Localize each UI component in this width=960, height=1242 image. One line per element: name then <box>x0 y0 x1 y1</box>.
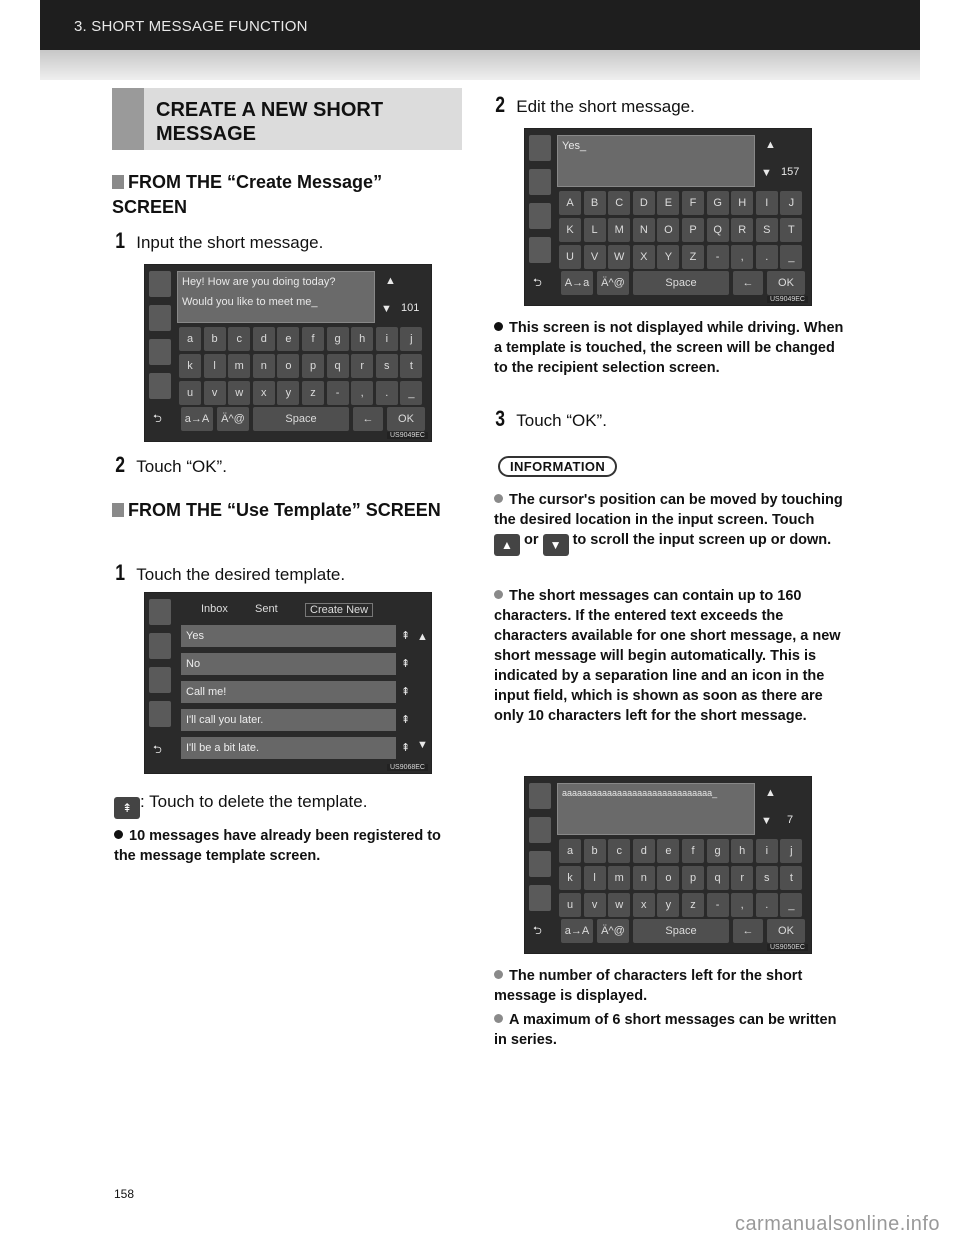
keyboard-key[interactable]: a <box>179 327 201 351</box>
step-number: 1 <box>115 560 126 585</box>
bullet-icon <box>494 970 503 979</box>
subheading-create-text: FROM THE “Create Message” SCREEN <box>112 172 383 217</box>
keyboard-key[interactable]: v <box>584 893 606 917</box>
keyboard-key[interactable]: n <box>633 866 655 890</box>
keyboard-key[interactable]: X <box>633 245 655 269</box>
keyboard-key[interactable]: F <box>682 191 704 215</box>
tab-inbox[interactable]: Inbox <box>201 603 228 615</box>
section-title: CREATE A NEW SHORT MESSAGE <box>156 99 384 145</box>
keyboard-key[interactable]: B <box>584 191 606 215</box>
keyboard-key[interactable]: P <box>682 218 704 242</box>
message-line: Yes_ <box>562 140 587 152</box>
side-icon <box>529 783 551 809</box>
keyboard-key[interactable]: h <box>351 327 373 351</box>
step-touch-template <box>114 560 345 586</box>
back-icon[interactable]: ⮌ <box>533 277 542 289</box>
keyboard-key[interactable]: O <box>657 218 679 242</box>
keyboard-key[interactable]: G <box>707 191 729 215</box>
bullet-icon <box>494 1014 503 1023</box>
bullet-icon <box>114 830 123 839</box>
delete-template-icon[interactable]: ⇞ <box>401 742 411 754</box>
info-text: The number of characters left for the short message is displayed. <box>494 968 803 1004</box>
keyboard-key[interactable]: _ <box>780 893 802 917</box>
subheading-template-text: FROM THE “Use Template” SCREEN <box>128 500 441 520</box>
keyboard-key[interactable]: e <box>277 327 299 351</box>
keyboard-key[interactable]: k <box>179 354 201 378</box>
side-icon <box>149 271 171 297</box>
subheading-create-message <box>112 170 462 220</box>
screenshot-edit-message <box>524 128 812 306</box>
keyboard-key[interactable]: R <box>731 218 753 242</box>
keyboard-key[interactable]: K <box>559 218 581 242</box>
keyboard-key[interactable]: H <box>731 191 753 215</box>
keyboard-key[interactable]: b <box>204 327 226 351</box>
page-number: 158 <box>114 1187 135 1201</box>
subheading-square-icon <box>112 175 124 189</box>
keyboard-key[interactable]: c <box>608 839 630 863</box>
step-number: 3 <box>495 406 506 431</box>
keyboard-key[interactable]: c <box>228 327 250 351</box>
scroll-down-icon[interactable]: ▼ <box>417 739 428 751</box>
subheading-use-template <box>112 498 462 523</box>
keyboard-key[interactable]: g <box>707 839 729 863</box>
step-text: Touch the desired template. <box>136 565 346 584</box>
keyboard-key[interactable]: l <box>584 866 606 890</box>
information-label: INFORMATION <box>498 456 617 477</box>
keyboard-key[interactable]: N <box>633 218 655 242</box>
space-key[interactable]: Space <box>253 407 349 431</box>
tab-create-new[interactable]: Create New <box>305 603 373 617</box>
keyboard-key[interactable]: - <box>707 893 729 917</box>
info-bullet-count <box>494 966 844 1006</box>
keyboard-key[interactable]: y <box>277 381 299 405</box>
keyboard-key[interactable]: , <box>351 381 373 405</box>
info-text: A maximum of 6 short messages can be written in series. <box>494 1012 837 1048</box>
keyboard-key[interactable]: z <box>302 381 324 405</box>
keyboard-key[interactable]: j <box>400 327 422 351</box>
side-icon <box>529 169 551 195</box>
keyboard-key[interactable]: a <box>559 839 581 863</box>
keyboard-key[interactable]: q <box>327 354 349 378</box>
keyboard-key[interactable]: M <box>608 218 630 242</box>
keyboard-key[interactable]: h <box>731 839 753 863</box>
side-icon <box>529 135 551 161</box>
keyboard-key[interactable]: p <box>302 354 324 378</box>
image-code: US9049EC <box>767 296 808 303</box>
step-input-message <box>114 228 323 254</box>
message-input-area[interactable] <box>557 135 755 187</box>
side-icon <box>529 885 551 911</box>
message-input-area[interactable] <box>557 783 755 835</box>
mode-key[interactable]: A→a <box>561 271 593 295</box>
bullet-icon <box>494 494 503 503</box>
keyboard-key[interactable]: Y <box>657 245 679 269</box>
keyboard-key[interactable]: w <box>228 381 250 405</box>
keyboard-key[interactable]: q <box>707 866 729 890</box>
template-row[interactable]: Call me! <box>181 681 396 703</box>
keyboard-key[interactable]: m <box>228 354 250 378</box>
keyboard-key[interactable]: b <box>584 839 606 863</box>
keyboard-key[interactable]: u <box>179 381 201 405</box>
keyboard-key[interactable]: g <box>327 327 349 351</box>
keyboard-key[interactable]: x <box>253 381 275 405</box>
scroll-up-icon: ▲ <box>494 534 520 556</box>
keyboard-key[interactable]: S <box>756 218 778 242</box>
scroll-up-icon[interactable]: ▲ <box>385 275 396 287</box>
keyboard-key[interactable]: y <box>657 893 679 917</box>
keyboard-key[interactable]: Z <box>682 245 704 269</box>
back-icon[interactable]: ⮌ <box>153 413 162 425</box>
symbol-key[interactable]: Ä^@ <box>597 919 629 943</box>
image-code: US9050EC <box>767 944 808 951</box>
keyboard-key[interactable]: L <box>584 218 606 242</box>
delete-note-text: : Touch to delete the template. <box>140 792 368 811</box>
message-line: Hey! How are you doing today? <box>182 276 336 288</box>
keyboard-key[interactable]: r <box>351 354 373 378</box>
keyboard-key[interactable]: s <box>756 866 778 890</box>
side-icon <box>529 851 551 877</box>
template-row[interactable]: No <box>181 653 396 675</box>
side-icon <box>149 305 171 331</box>
section-heading-tab <box>112 88 144 150</box>
keyboard-key[interactable]: _ <box>400 381 422 405</box>
step-number: 1 <box>115 228 126 253</box>
scroll-down-icon: ▼ <box>543 534 569 556</box>
side-icon <box>149 701 171 727</box>
info-bullet-max <box>494 1010 844 1050</box>
message-line: Would you like to meet me_ <box>182 296 318 308</box>
delete-template-icon: ⇞ <box>114 797 140 819</box>
side-icon <box>149 599 171 625</box>
message-line: aaaaaaaaaaaaaaaaaaaaaaaaaaaaaa_ <box>562 788 718 798</box>
side-icon <box>529 237 551 263</box>
screenshot-create-message <box>144 264 432 442</box>
info-bullet-160 <box>494 586 844 726</box>
step-text: Touch “OK”. <box>136 457 227 476</box>
step-touch-ok-right <box>494 406 607 432</box>
step-number: 2 <box>115 452 126 477</box>
backspace-key[interactable]: ← <box>353 407 383 431</box>
image-code: US9068EC <box>387 764 428 771</box>
char-count: 7 <box>787 814 794 826</box>
backspace-key[interactable]: ← <box>733 919 763 943</box>
keyboard-key[interactable]: u <box>559 893 581 917</box>
scroll-up-icon[interactable]: ▲ <box>765 139 776 151</box>
keyboard-key[interactable]: E <box>657 191 679 215</box>
ok-key[interactable]: OK <box>767 271 805 295</box>
note-10-messages <box>114 826 464 866</box>
keyboard-key[interactable]: . <box>756 893 778 917</box>
keyboard-key[interactable]: m <box>608 866 630 890</box>
keyboard-key[interactable]: s <box>376 354 398 378</box>
ok-key[interactable]: OK <box>387 407 425 431</box>
space-key[interactable]: Space <box>633 919 729 943</box>
header-shadow <box>40 50 920 80</box>
info-text: to scroll the input screen up or down. <box>572 532 832 548</box>
step-number: 2 <box>495 92 506 117</box>
mode-key[interactable]: a→A <box>561 919 593 943</box>
keyboard-key[interactable]: n <box>253 354 275 378</box>
side-icon <box>149 339 171 365</box>
delete-template-icon[interactable]: ⇞ <box>401 630 411 642</box>
keyboard-key[interactable]: w <box>608 893 630 917</box>
keyboard-key[interactable]: , <box>731 893 753 917</box>
keyboard-key[interactable]: A <box>559 191 581 215</box>
keyboard-key[interactable]: v <box>204 381 226 405</box>
backspace-key[interactable]: ← <box>733 271 763 295</box>
side-icon <box>529 817 551 843</box>
symbol-key[interactable]: Ä^@ <box>217 407 249 431</box>
keyboard-key[interactable]: J <box>780 191 802 215</box>
keyboard-key[interactable]: d <box>253 327 275 351</box>
keyboard-key[interactable]: . <box>376 381 398 405</box>
scroll-down-icon[interactable]: ▼ <box>761 167 772 179</box>
symbol-key[interactable]: Ä^@ <box>597 271 629 295</box>
side-icon <box>149 667 171 693</box>
page-header-title: 3. SHORT MESSAGE FUNCTION <box>74 18 308 35</box>
info-text: or <box>524 532 539 548</box>
screenshot-character-count <box>524 776 812 954</box>
image-code: US9049EC <box>387 432 428 439</box>
back-icon[interactable]: ⮌ <box>533 925 542 937</box>
bullet-icon <box>494 322 503 331</box>
keyboard-key[interactable]: I <box>756 191 778 215</box>
keyboard-key[interactable]: _ <box>780 245 802 269</box>
scroll-down-icon[interactable]: ▼ <box>761 815 772 827</box>
ok-key[interactable]: OK <box>767 919 805 943</box>
keyboard-key[interactable]: Q <box>707 218 729 242</box>
keyboard-key[interactable]: z <box>682 893 704 917</box>
keyboard-key[interactable]: . <box>756 245 778 269</box>
side-icon <box>529 203 551 229</box>
keyboard-key[interactable]: i <box>376 327 398 351</box>
template-row[interactable]: I'll be a bit late. <box>181 737 396 759</box>
bullet-icon <box>494 590 503 599</box>
keyboard-key[interactable]: W <box>608 245 630 269</box>
template-row[interactable]: I'll call you later. <box>181 709 396 731</box>
tab-sent[interactable]: Sent <box>255 603 278 615</box>
step-text: Input the short message. <box>136 233 324 252</box>
message-input-area[interactable] <box>177 271 375 323</box>
keyboard-key[interactable]: f <box>302 327 324 351</box>
keyboard-key[interactable]: x <box>633 893 655 917</box>
section-heading <box>112 88 462 150</box>
char-count: 157 <box>781 166 800 178</box>
keyboard-key[interactable]: o <box>277 354 299 378</box>
keyboard-key[interactable]: U <box>559 245 581 269</box>
info-text: The short messages can contain up to 160 characters. If the entered text exceeds the characters available for one short message, a new short message will begin automatically. This is indicated by a separation line and an icon in the input field, which is shown as soon as there are only 10 characters left for the short message. <box>494 588 841 724</box>
delete-template-icon[interactable]: ⇞ <box>401 686 411 698</box>
keyboard-key[interactable]: D <box>633 191 655 215</box>
keyboard-key[interactable]: i <box>756 839 778 863</box>
keyboard-key[interactable]: j <box>780 839 802 863</box>
keyboard-key[interactable]: o <box>657 866 679 890</box>
keyboard-key[interactable]: , <box>731 245 753 269</box>
watermark: carmanualsonline.info <box>734 1213 940 1235</box>
keyboard-key[interactable]: t <box>780 866 802 890</box>
delete-icon-note <box>114 792 367 819</box>
keyboard-key[interactable]: - <box>327 381 349 405</box>
step-edit-message <box>494 92 695 118</box>
keyboard-key[interactable]: T <box>780 218 802 242</box>
scroll-down-icon[interactable]: ▼ <box>381 303 392 315</box>
scroll-up-icon[interactable]: ▲ <box>765 787 776 799</box>
step-text: Touch “OK”. <box>516 411 607 430</box>
delete-template-icon[interactable]: ⇞ <box>401 714 411 726</box>
side-icon <box>149 633 171 659</box>
keyboard-key[interactable]: k <box>559 866 581 890</box>
note-driving <box>494 318 844 378</box>
step-text: Edit the short message. <box>516 97 695 116</box>
info-text: The cursor's position can be moved by touching the desired location in the input screen. Touch <box>494 492 843 528</box>
keyboard-key[interactable]: l <box>204 354 226 378</box>
keyboard-key[interactable]: V <box>584 245 606 269</box>
char-count: 101 <box>401 302 420 314</box>
keyboard-key[interactable]: d <box>633 839 655 863</box>
screenshot-template-list <box>144 592 432 774</box>
space-key[interactable]: Space <box>633 271 729 295</box>
mode-key[interactable]: a→A <box>181 407 213 431</box>
keyboard-key[interactable]: - <box>707 245 729 269</box>
scroll-up-icon[interactable]: ▲ <box>417 631 428 643</box>
note-text: 10 messages have already been registered to the message template screen. <box>114 828 441 864</box>
info-bullet-cursor <box>494 490 844 556</box>
subheading-square-icon <box>112 503 124 517</box>
keyboard-key[interactable]: C <box>608 191 630 215</box>
side-icon <box>149 373 171 399</box>
keyboard-key[interactable]: t <box>400 354 422 378</box>
note-text: This screen is not displayed while driving. When a template is touched, the screen will be changed to the recipient selection screen. <box>494 320 844 376</box>
step-touch-ok <box>114 452 227 478</box>
keyboard-key[interactable]: f <box>682 839 704 863</box>
keyboard-key[interactable]: p <box>682 866 704 890</box>
keyboard-key[interactable]: r <box>731 866 753 890</box>
back-icon[interactable]: ⮌ <box>153 744 162 756</box>
keyboard-key[interactable]: e <box>657 839 679 863</box>
template-row[interactable]: Yes <box>181 625 396 647</box>
delete-template-icon[interactable]: ⇞ <box>401 658 411 670</box>
